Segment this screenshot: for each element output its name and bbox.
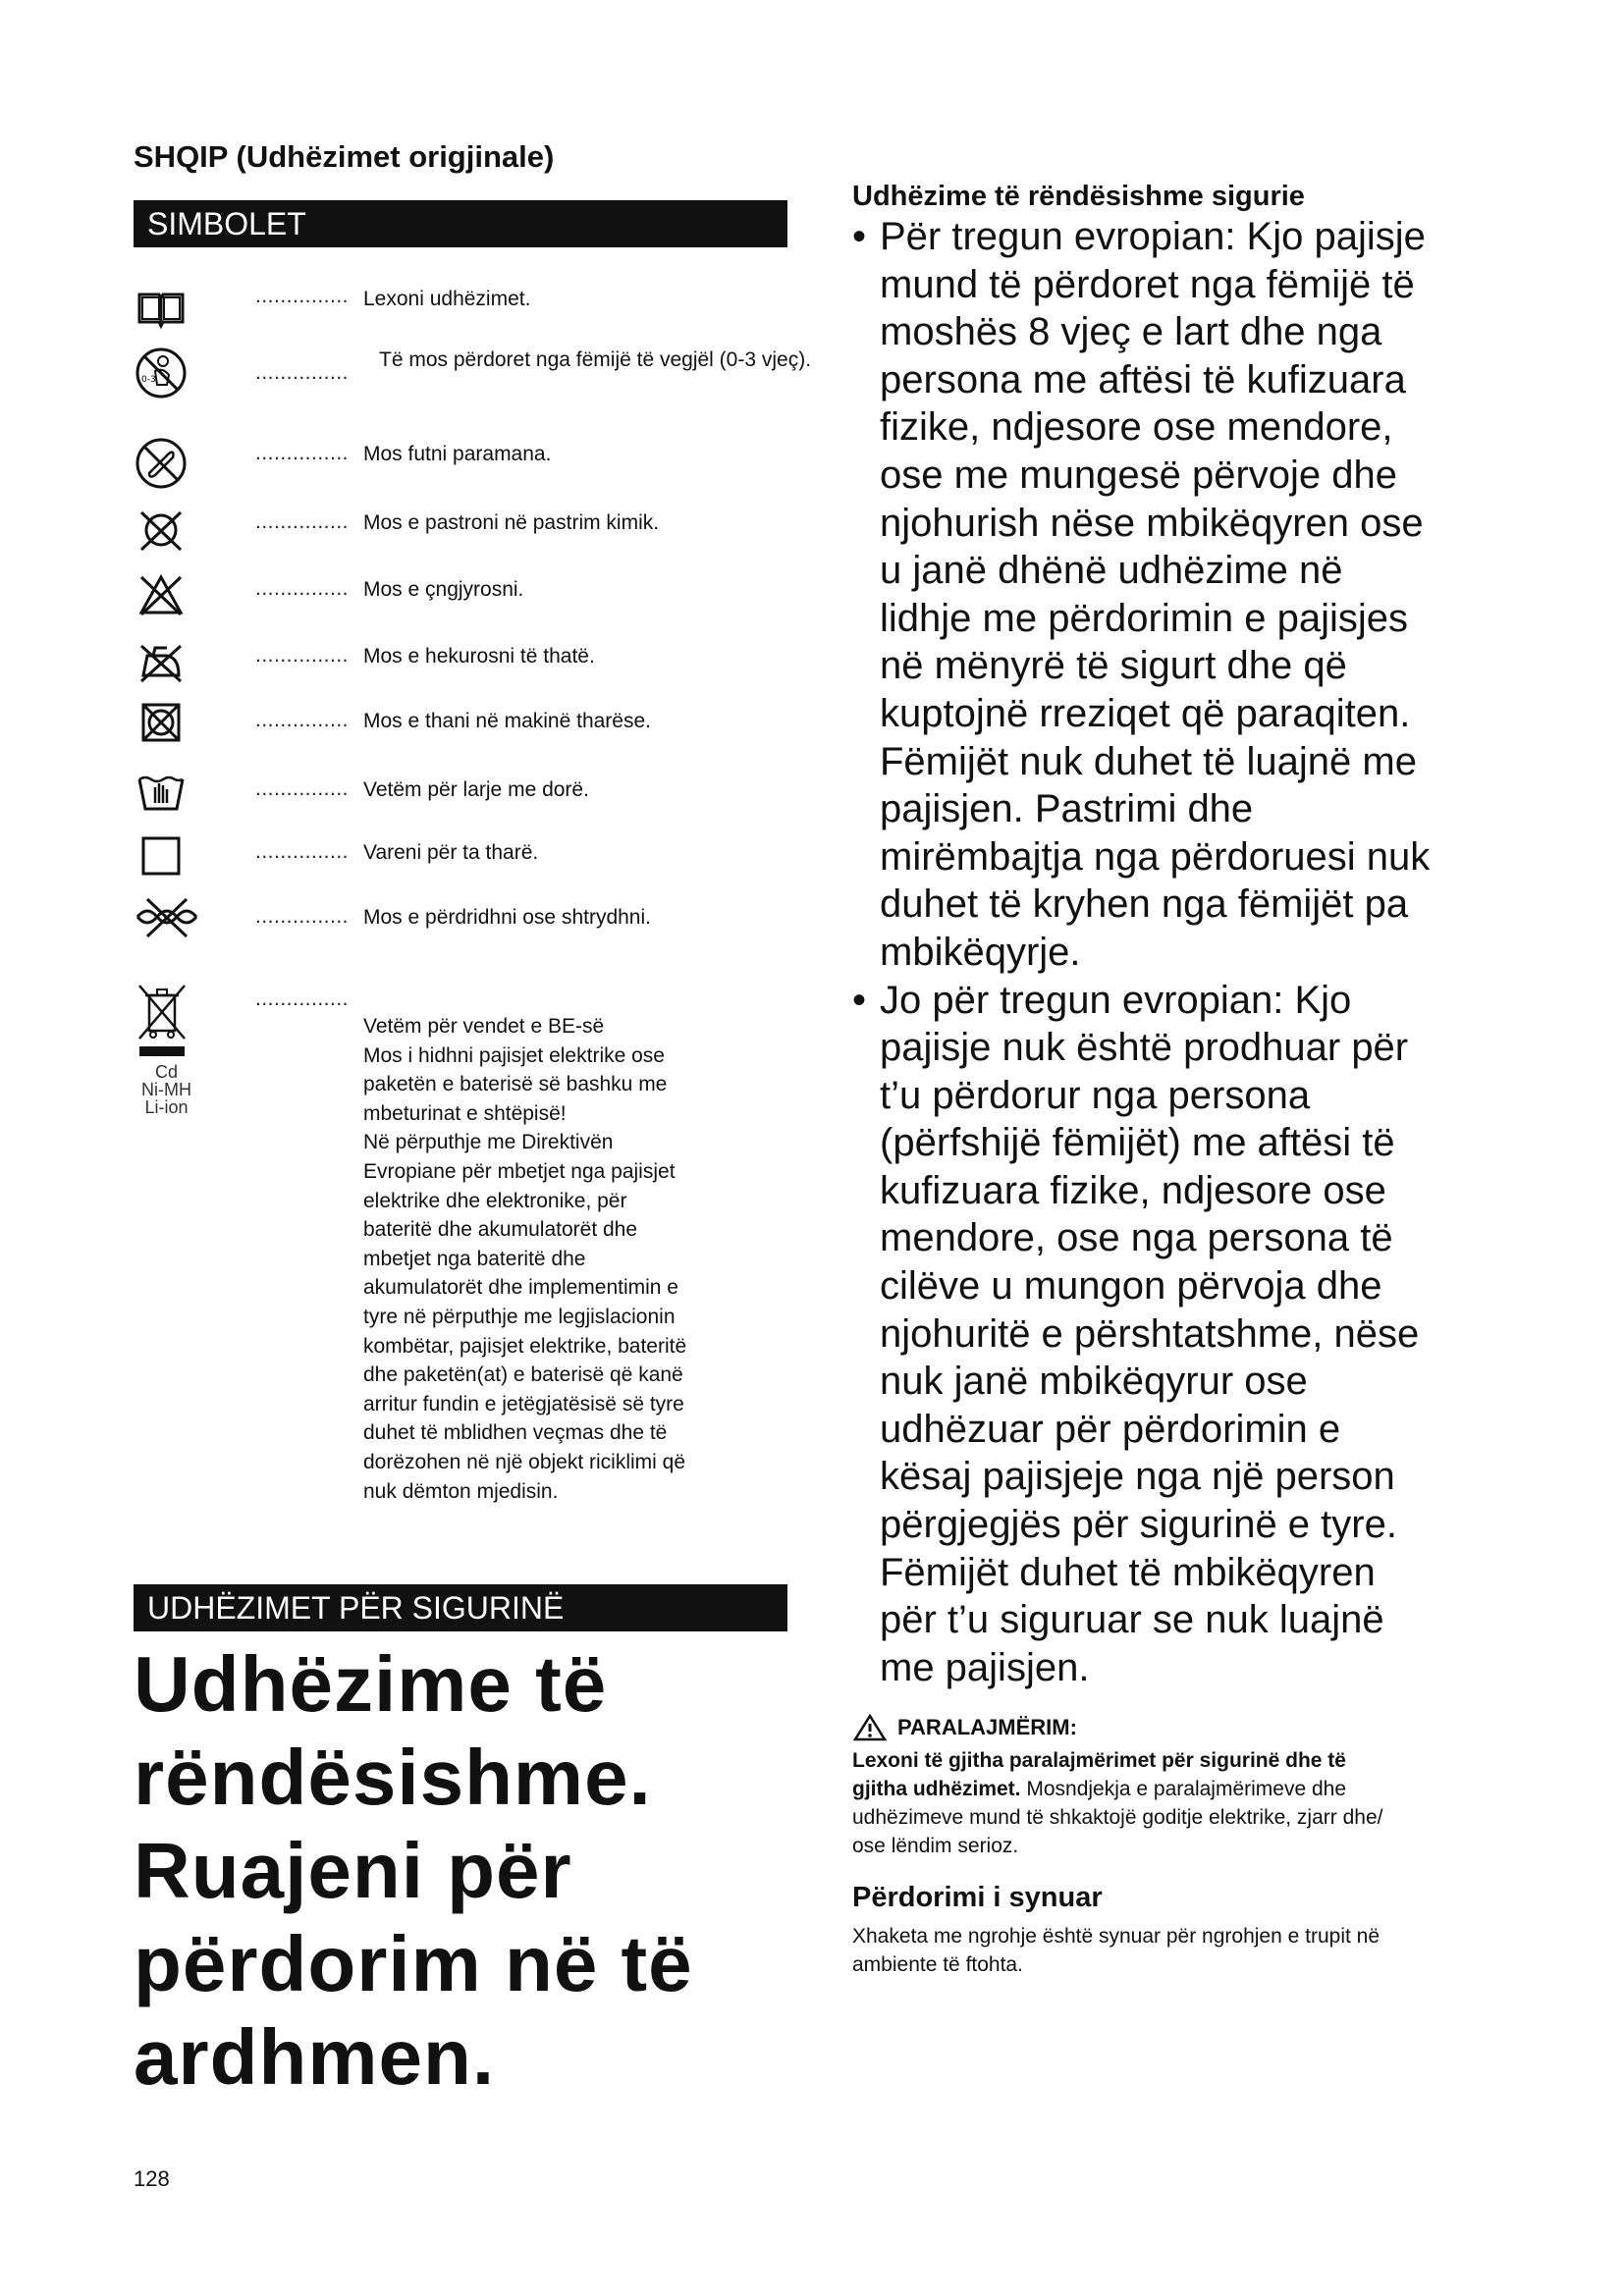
bullet-line: moshës 8 vjeç e lart dhe nga: [880, 310, 1382, 354]
bullet-line: u janë dhënë udhëzime në: [880, 549, 1343, 593]
bullet-line: përgjegjës për sigurinë e tyre.: [880, 1503, 1397, 1547]
no-wring-icon: [134, 893, 196, 940]
bullet-line: Për tregun evropian: Kjo pajisje: [880, 215, 1426, 258]
warning-heading: [852, 1713, 1540, 1742]
weee-line: Evropiane për mbetjet nga pajisjet: [363, 1159, 676, 1183]
bullet-line: persona me aftësi të kufizuara: [880, 357, 1406, 401]
right-column: [852, 181, 1540, 1979]
bullet-line: t’u përdorur nga persona: [880, 1073, 1311, 1117]
safety-section-title: UDHËZIMET PËR SIGURINË: [147, 1590, 565, 1626]
symbol-dots: ...............: [255, 510, 350, 533]
bullet-line: ose me mungesë përvoje dhe: [880, 453, 1397, 497]
bullet-line: duhet të kryhen nga fëmijët pa: [880, 882, 1409, 927]
battery-label-nimh: Ni-MH: [141, 1080, 191, 1099]
intended-use-line: ambiente të ftohta.: [852, 1953, 1023, 1977]
weee-line: nuk dëmton mjedisin.: [363, 1479, 559, 1503]
bullet-line: mbikëqyrje.: [880, 930, 1081, 974]
svg-text:0-3: 0-3: [141, 375, 156, 385]
bullet-line: me pajisjen.: [880, 1645, 1090, 1689]
battery-labels: [141, 1063, 191, 1116]
warning-text: Mosndjekja e paralajmërimeve dhe: [1020, 1778, 1347, 1801]
bullet-line: Fëmijët nuk duhet të luajnë me: [880, 739, 1417, 783]
bullet-line: pajisjen. Pastrimi dhe: [880, 787, 1254, 831]
weee-line: duhet të mblidhen veçmas dhe të: [363, 1421, 668, 1445]
bullet-line: pajisje nuk është prodhuar për: [880, 1026, 1409, 1070]
bullet-line: kufizuara fizike, ndjesore ose: [880, 1168, 1386, 1212]
big-heading-line: ardhmen.: [134, 2013, 496, 2101]
symbol-dots: ...............: [255, 709, 350, 731]
warning-bold-text: gjitha udhëzimet.: [852, 1778, 1021, 1801]
weee-line: mbetjet nga bateritë dhe: [363, 1247, 586, 1270]
bullet-symbol: •: [852, 215, 867, 258]
battery-label-liion: Li-ion: [144, 1097, 189, 1117]
battery-label-cd: Cd: [154, 1062, 178, 1082]
symbol-dots: ...............: [255, 905, 350, 928]
weee-line: Në përputhje me Direktivën: [363, 1131, 614, 1154]
weee-line: kombëtar, pajisjet elektrike, bateritë: [363, 1334, 687, 1358]
bullet-line: kuptojnë rreziqet që paraqiten.: [880, 691, 1411, 735]
weee-line: tyre në përputhje me legjislacionin: [363, 1305, 676, 1328]
weee-line: elektrike dhe elektronike, për: [363, 1189, 627, 1212]
symbol-dots: ...............: [255, 777, 350, 800]
warning-triangle-icon: [852, 1713, 888, 1742]
bullet-non-eu-market: [852, 977, 1540, 1692]
symbol-text: Mos e hekurosni të thatë.: [363, 645, 595, 667]
symbol-text: Të mos përdoret nga fëmijë të vegjël (0-3 vjeç).: [379, 348, 812, 371]
bullet-line: udhëzuar për përdorimin e: [880, 1407, 1341, 1451]
bullet-line: Fëmijët duhet të mbikëqyren: [880, 1550, 1376, 1594]
weee-line: arritur fundin e jetëgjatësisë së tyre: [363, 1392, 684, 1415]
symbol-text: Mos e thani në makinë tharëse.: [363, 710, 651, 732]
bullet-line: për t’u siguruar se nuk luajnë: [880, 1598, 1384, 1642]
book-icon: [134, 285, 196, 332]
big-heading-line: Udhëzime të: [134, 1640, 608, 1728]
big-heading-line: përdorim në të: [134, 1920, 693, 2007]
symbol-dots: ...............: [255, 840, 350, 863]
language-title: SHQIP (Udhëzimet origjinale): [134, 139, 555, 174]
symbol-text: Mos e përdridhni ose shtrydhni.: [363, 906, 651, 929]
hand-wash-icon: [134, 768, 196, 815]
symbol-dots: ...............: [255, 442, 350, 464]
important-instructions-heading: [134, 1637, 801, 2104]
symbol-text: Mos futni paramana.: [363, 443, 552, 465]
warning-text: ose lëndim serioz.: [852, 1835, 1019, 1858]
weee-line: dorëzohen në një objekt riciklimi që: [363, 1450, 686, 1473]
bullet-line: në mënyrë të sigurt dhe që: [880, 644, 1347, 688]
warning-text: udhëzimeve mund të shkaktojë goditje elektrike, zjarr dhe/: [852, 1806, 1383, 1830]
weee-line: dhe paketën(at) e baterisë që kanë: [363, 1363, 683, 1387]
bullet-line: mund të përdoret nga fëmijë të: [880, 262, 1415, 306]
weee-line: akumulatorët dhe implementimin e: [363, 1276, 678, 1300]
weee-line: Mos i hidhni pajisjet elektrike ose: [363, 1043, 665, 1067]
weee-line: Vetëm për vendet e BE-së: [363, 1015, 605, 1038]
symbol-dots: ...............: [255, 361, 350, 384]
bullet-line: mendore, ose nga persona të: [880, 1216, 1393, 1260]
bullet-line: nuk janë mbikëqyrur ose: [880, 1360, 1308, 1404]
no-dry-clean-icon: [134, 507, 196, 554]
warning-body: [852, 1746, 1530, 1860]
bullet-symbol: •: [852, 978, 867, 1022]
bullet-line: cilëve u mungon përvoja dhe: [880, 1264, 1382, 1308]
warning-title: PARALAJMËRIM:: [897, 1715, 1077, 1740]
bullet-line: lidhje me përdorimin e pajisjes: [880, 596, 1409, 640]
bullet-line: njohuritë e përshtatshme, nëse: [880, 1311, 1420, 1356]
bullet-line: (përfshijë fëmijët) me aftësi të: [880, 1121, 1395, 1165]
symbol-text: Vetëm për larje me dorë.: [363, 778, 589, 801]
warning-bold-text: Lexoni të gjitha paralajmërimet për sigurinë dhe të: [852, 1749, 1346, 1773]
bullet-line: fizike, ndjesore ose mendore,: [880, 405, 1393, 450]
big-heading-line: rëndësishme.: [134, 1734, 652, 1821]
big-heading-line: Ruajeni për: [134, 1827, 572, 1914]
bullet-line: Jo për tregun evropian: Kjo: [880, 978, 1352, 1022]
symbols-section-title: SIMBOLET: [147, 206, 306, 241]
symbol-text: Mos e pastroni në pastrim kimik.: [363, 511, 660, 534]
weee-line: bateritë dhe akumulatorët dhe: [363, 1218, 638, 1242]
no-small-children-icon: [134, 346, 196, 393]
symbol-dots: ...............: [255, 577, 350, 600]
intended-use-line: Xhaketa me ngrohje është synuar për ngrohjen e trupit në: [852, 1925, 1380, 1949]
symbol-text: Vareni për ta tharë.: [363, 841, 539, 864]
symbol-dots: ...............: [255, 988, 350, 1010]
no-iron-icon: [134, 638, 196, 685]
intended-use-text: [852, 1922, 1530, 1979]
bullet-line: kësaj pajisjeje nga një person: [880, 1455, 1395, 1499]
symbol-dots: ...............: [255, 644, 350, 667]
no-tumble-dry-icon: [134, 699, 196, 746]
safety-section-bar: [134, 1584, 787, 1631]
page-number: 128: [134, 2166, 170, 2191]
weee-text: [363, 1012, 785, 1506]
symbol-text: Lexoni udhëzimet.: [363, 288, 531, 310]
crossed-bin-icon: [134, 982, 192, 1060]
symbol-text: Mos e çngjyrosni.: [363, 578, 524, 601]
bullet-line: mirëmbajtja nga përdoruesi nuk: [880, 834, 1431, 879]
safety-instructions-heading: Udhëzime të rëndësishme sigurie: [852, 181, 1305, 212]
no-pins-icon: [134, 436, 196, 483]
symbol-dots: ...............: [255, 285, 350, 307]
no-bleach-icon: [134, 571, 196, 618]
hang-dry-icon: [134, 832, 196, 880]
bullet-eu-market: [852, 213, 1540, 977]
bullet-line: njohurish nëse mbikëqyren ose: [880, 501, 1424, 545]
weee-line: paketën e baterisë së bashku me: [363, 1073, 668, 1096]
intended-use-heading: Përdorimi i synuar: [852, 1882, 1103, 1914]
weee-line: mbeturinat e shtëpisë!: [363, 1101, 567, 1125]
symbols-section-bar: [134, 200, 787, 247]
